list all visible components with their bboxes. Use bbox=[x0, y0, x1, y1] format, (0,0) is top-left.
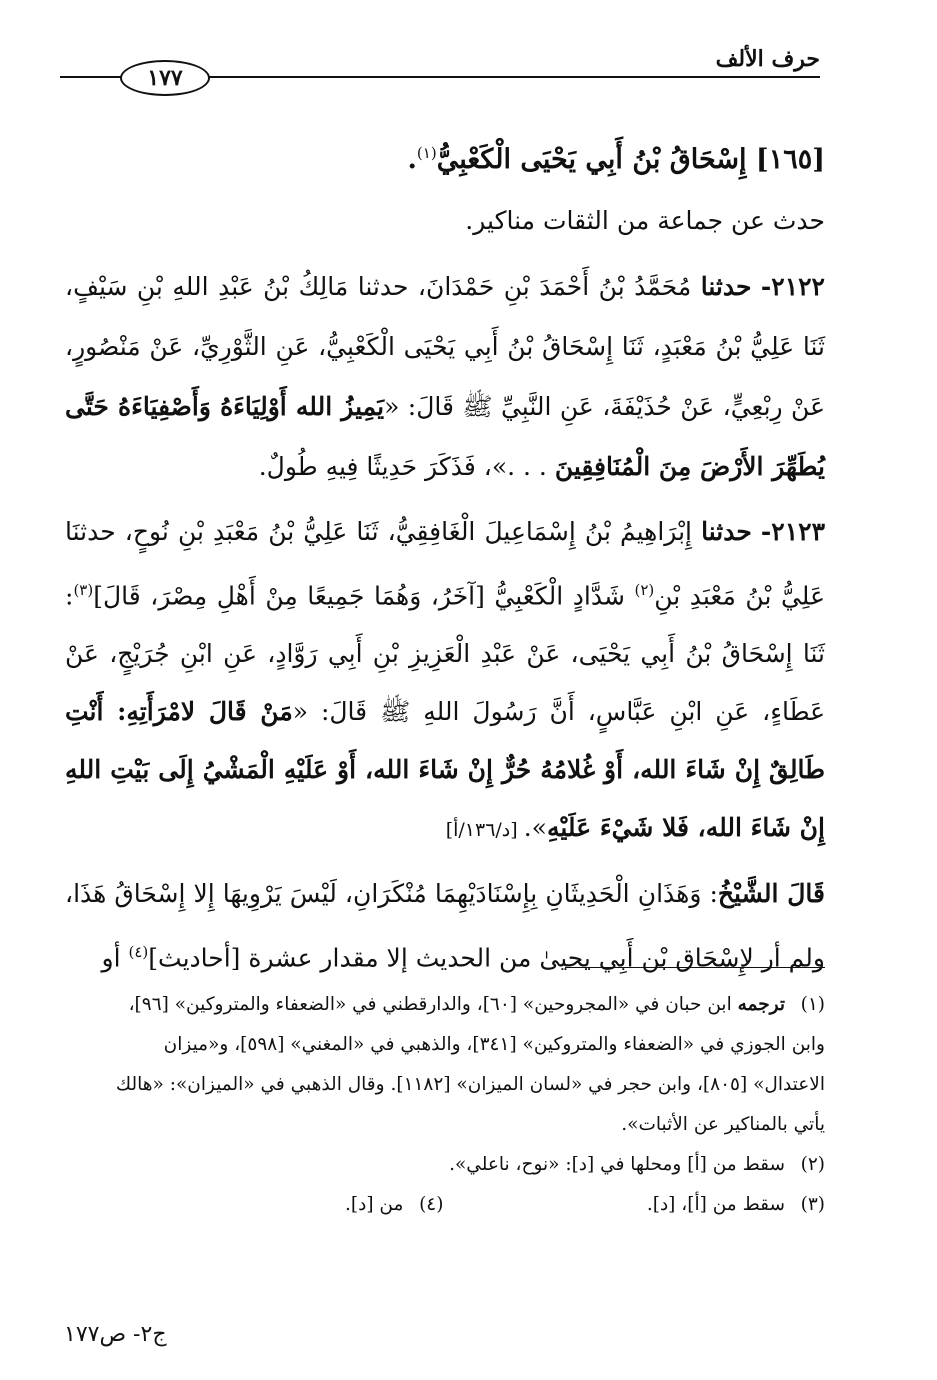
hadith-isnad: مُحَمَّدُ بْنُ أَحْمَدَ بْنِ حَمْدَانَ، حدثنا مَالِكُ بْنُ عَبْدِ اللهِ بْنِ سَيْفٍ، ثَنَا عَلِيُّ بْنُ مَعْبَدٍ، ثَنَا إِسْحَاقُ بْنُ أَبِي يَحْيَى الْكَعْبِيُّ، عَنِ الثَّوْرِيِّ، عَنْ مَنْصُورٍ، عَنْ رِبْعِيٍّ، عَنْ حُذَيْفَةَ، عَنِ النَّبِيِّ ﷺ قَالَ: « bbox=[65, 272, 825, 421]
hadith-number: ٢١٢٣- bbox=[760, 517, 825, 546]
hadith-tail: ». bbox=[523, 813, 547, 843]
footnote-1 bbox=[105, 985, 825, 1145]
page-header bbox=[60, 38, 820, 98]
page-number: ١٧٧ bbox=[120, 60, 210, 96]
hadith-isnad: شَدَّادٍ الْكَعْبِيُّ [آخَرُ، وَهُمَا جَمِيعًا مِنْ أَهْلِ مِصْرَ، قَالَ] bbox=[93, 581, 635, 611]
footnote-number: (٢) bbox=[800, 1154, 825, 1175]
main-text bbox=[65, 128, 825, 994]
footnote-row bbox=[105, 1185, 825, 1225]
footnote-4 bbox=[345, 1185, 443, 1225]
footnote-text: من [د]. bbox=[345, 1194, 404, 1215]
footnote-mark: (٣) bbox=[73, 581, 94, 599]
footnote-mark: (٤) bbox=[128, 943, 149, 962]
hadith-matn: مَنْ قَالَ لامْرَأَتِهِ: أَنْتِ طَالِقٌ إِنْ شَاءَ الله، أَوْ غُلامُهُ حُرٌّ إِنْ شَاءَ الله، أَوْ عَلَيْهِ الْمَشْيُ إِلَى بَيْتِ اللهِ إِنْ شَاءَ الله، فَلا شَيْءَ عَلَيْهِ bbox=[65, 697, 825, 843]
hadith-isnad: إِبْرَاهِيمُ بْنُ إِسْمَاعِيلَ الْغَافِقِيُّ، ثَنَا عَلِيُّ بْنُ مَعْبَدِ بْنِ نُوحٍ، حدثنَا عَلِيُّ بْنُ مَعْبَدِ بْنِ bbox=[65, 517, 825, 611]
hadith-2122 bbox=[65, 257, 825, 497]
footnote-mark: (٢) bbox=[634, 581, 655, 599]
footnote-keyword: ترجمه bbox=[737, 994, 785, 1015]
sheikh-comment bbox=[65, 865, 825, 987]
hadith-keyword: حدثنا bbox=[700, 272, 752, 301]
footnote-number: (١) bbox=[800, 994, 825, 1015]
footnote-number: (٣) bbox=[800, 1194, 825, 1215]
hadith-number: ٢١٢٢- bbox=[760, 272, 825, 301]
entry-description: حدث عن جماعة من الثقات مناكير. bbox=[465, 206, 825, 235]
footnote-text: ابن حبان في «المجروحين» [٦٠]، والدارقطني في «الضعفاء والمتروكين» [٩٦]، وابن الجوزي في «الضعفاء والمتروكين» [٣٤١]، والذهبي في «المغني» [٥٩٨]، و«ميزان الاعتدال» [٨٠٥]، وابن حجر في «لسان الميزان» [١١٨٢]. وقال الذهبي في «الميزان»: «هالك يأتي بالمناكير عن الأثبات». bbox=[115, 994, 825, 1135]
hadith-2123 bbox=[65, 503, 825, 859]
hadith-matn: يَمِيزُ الله أَوْلِيَاءَهُ وَأَصْفِيَاءَهُ حَتَّى يُطَهِّرَ الأَرْضَ مِنَ الْمُنَافِقِينَ bbox=[65, 392, 825, 481]
footnote-3 bbox=[647, 1185, 825, 1225]
entry-name: إِسْحَاقُ بْنُ أَبِي يَحْيَى الْكَعْبِيُّ bbox=[436, 144, 747, 175]
manuscript-ref: [د/١٣٦/أ] bbox=[445, 819, 524, 842]
sheikh-keyword: قَالَ الشَّيْخُ bbox=[717, 879, 826, 909]
footnote-2 bbox=[105, 1145, 825, 1185]
running-head: حرف الألف bbox=[715, 46, 820, 72]
signature-mark: ج٢- ص١٧٧ bbox=[64, 1322, 167, 1347]
sheikh-text: : وَهَذَانِ الْحَدِيثَانِ بِإِسْنَادَيْهِمَا مُنْكَرَانِ، لَيْسَ يَرْوِيهَا إِلا إِسْحَاقُ هَذَا، ولم أر لإِسْحَاق بْن أَبِي يحيىٰ من الحديث إلا مقدار عشرة [أحاديث] bbox=[65, 879, 825, 973]
footnote-mark: (١) bbox=[416, 144, 437, 162]
footnote-number: (٤) bbox=[419, 1194, 444, 1215]
entry-end: . bbox=[407, 144, 417, 175]
hadith-tail: . . .»، فَذَكَرَ حَدِيثًا فِيهِ طُولٌ. bbox=[258, 452, 555, 481]
hadith-keyword: حدثنا bbox=[701, 517, 752, 546]
footnote-text: سقط من [أ] ومحلها في [د]: «نوح، ناعلي». bbox=[449, 1154, 785, 1175]
footnote-text: سقط من [أ]، [د]. bbox=[646, 1194, 785, 1215]
entry-title bbox=[65, 128, 825, 185]
footnotes bbox=[105, 985, 825, 1225]
sheikh-text-end: أو bbox=[101, 943, 129, 973]
footnote-rule bbox=[565, 967, 825, 968]
hadith-isnad: : ثَنَا إِسْحَاقُ بْنُ أَبِي يَحْيَى، عَنْ عَبْدِ الْعَزِيزِ بْنِ أَبِي رَوَّادٍ، عَنِ ابْنِ جُرَيْجٍ، عَنْ عَطَاءٍ، عَنِ ابْنِ عَبَّاسٍ، أَنَّ رَسُولَ اللهِ ﷺ قَالَ: « bbox=[65, 581, 825, 727]
entry-number: [١٦٥] bbox=[755, 144, 825, 175]
